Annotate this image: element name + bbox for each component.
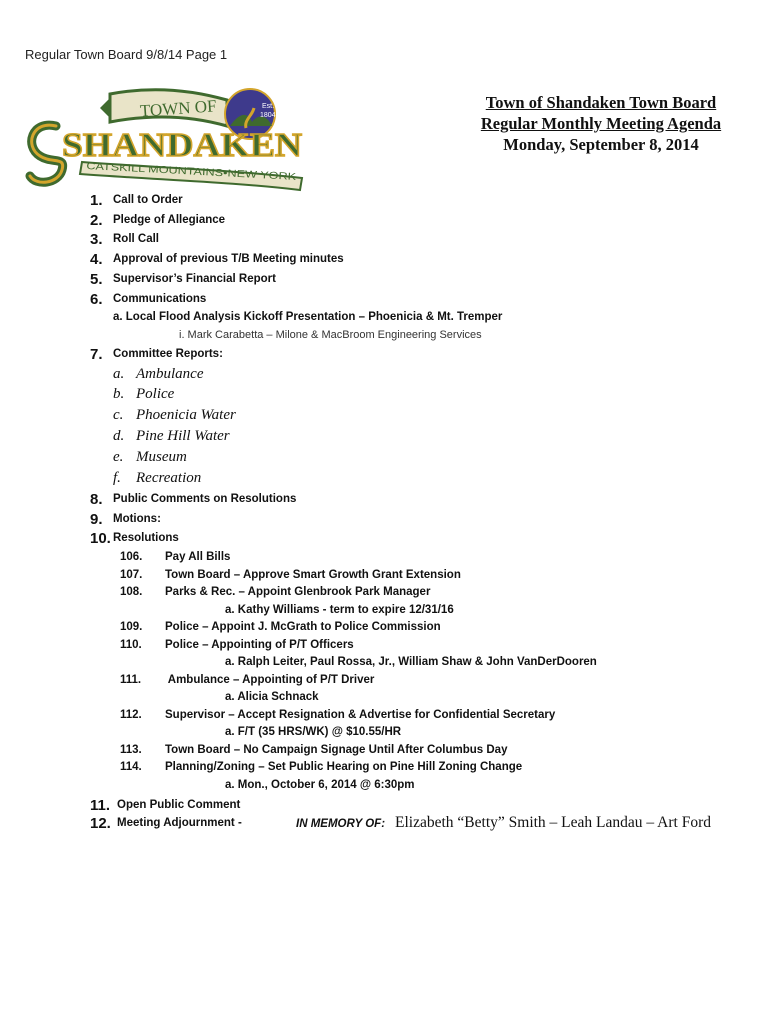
logo-banner-text: TOWN OF: [139, 96, 218, 121]
resolution-text: Planning/Zoning – Set Public Hearing on Pine Hill Zoning Change: [165, 761, 523, 773]
committee-letter: d.: [113, 428, 125, 444]
resolution-number: 106.: [120, 551, 143, 563]
resolution-text: Town Board – No Campaign Signage Until After Columbus Day: [165, 744, 508, 756]
resolution-number: 113.: [120, 744, 142, 756]
logo-name: SHANDAKEN: [62, 127, 303, 164]
committee-name: Police: [136, 386, 175, 402]
committee-name: Phoenicia Water: [136, 407, 236, 423]
item-label: Committee Reports:: [113, 348, 223, 360]
item-label: Pledge of Allegiance: [113, 214, 226, 226]
title-line-1: Town of Shandaken Town Board: [485, 93, 717, 112]
item-number: 6.: [90, 291, 103, 308]
resolution-item: [120, 761, 522, 773]
resolution-number: 111.: [120, 674, 142, 686]
item-label: Roll Call: [113, 233, 160, 245]
item-label: Motions:: [113, 513, 161, 525]
running-header: Regular Town Board 9/8/14 Page 1: [25, 47, 228, 62]
resolution-item: [120, 586, 430, 598]
town-logo: [22, 86, 314, 196]
committee-item: [113, 366, 203, 383]
title-line-2: Regular Monthly Meeting Agenda: [480, 114, 722, 133]
item-label: Approval of previous T/B Meeting minutes: [113, 253, 344, 265]
resolution-text: Ambulance – Appointing of P/T Driver: [165, 674, 375, 686]
resolution-number: 109.: [120, 621, 143, 633]
item-label: Open Public Comment: [117, 799, 241, 811]
item-label: Communications: [113, 293, 207, 305]
committee-letter: e.: [113, 449, 124, 465]
resolution-item: [120, 551, 230, 563]
committee-item: [113, 386, 174, 403]
item-number: 3.: [90, 231, 103, 248]
resolution-number: 112.: [120, 709, 142, 721]
resolution-text: Police – Appoint J. McGrath to Police Commission: [165, 621, 441, 633]
committee-name: Ambulance: [136, 366, 204, 382]
committee-name: Pine Hill Water: [136, 428, 230, 444]
resolution-number: 114.: [120, 761, 142, 773]
resolution-text: Parks & Rec. – Appoint Glenbrook Park Manager: [165, 586, 431, 598]
resolution-text: Supervisor – Accept Resignation & Advertise for Confidential Secretary: [165, 709, 556, 721]
resolution-item: [120, 674, 374, 686]
resolution-number: 107.: [120, 569, 143, 581]
item-number: 11.: [90, 797, 111, 814]
memorial-note: [296, 814, 711, 832]
item-number: 8.: [90, 491, 103, 508]
resolution-subitem: a. Mon., October 6, 2014 @ 6:30pm: [225, 779, 415, 791]
committee-letter: f.: [113, 470, 121, 486]
memorial-label: IN MEMORY OF:: [296, 818, 386, 830]
committee-item: [113, 449, 187, 466]
committee-letter: b.: [113, 386, 125, 402]
agenda-title: [420, 92, 770, 155]
logo-year: 1804: [260, 112, 276, 119]
title-line-3: Monday, September 8, 2014: [503, 135, 699, 154]
item-number: 5.: [90, 271, 103, 288]
item-label: Meeting Adjournment -: [117, 817, 242, 829]
communication-subitem: a. Local Flood Analysis Kickoff Presentation – Phoenicia & Mt. Tremper: [113, 311, 503, 323]
resolution-item: [120, 744, 507, 756]
committee-item: [113, 407, 236, 424]
resolution-subitem: a. Kathy Williams - term to expire 12/31/16: [225, 604, 454, 616]
committee-name: Museum: [136, 449, 187, 465]
item-number: 10.: [90, 530, 111, 547]
item-label: Public Comments on Resolutions: [113, 493, 297, 505]
item-label: Call to Order: [113, 194, 183, 206]
resolution-subitem: a. F/T (35 HRS/WK) @ $10.55/HR: [225, 726, 402, 738]
committee-letter: a.: [113, 366, 125, 382]
item-number: 7.: [90, 346, 103, 363]
logo-tagline: CATSKILL MOUNTAINS•NEW YORK: [86, 160, 253, 181]
committee-item: [113, 470, 201, 487]
resolution-item: [120, 621, 441, 633]
item-label: Resolutions: [113, 532, 179, 544]
memorial-names: Elizabeth “Betty” Smith – Leah Landau – Art Ford: [395, 814, 711, 831]
resolution-text: Town Board – Approve Smart Growth Grant Extension: [165, 569, 461, 581]
committee-name: Recreation: [136, 470, 202, 486]
resolution-item: [120, 639, 354, 651]
resolution-number: 110.: [120, 639, 142, 651]
resolution-text: Police – Appointing of P/T Officers: [165, 639, 354, 651]
resolution-subitem: a. Alicia Schnack: [225, 691, 319, 703]
item-number: 12.: [90, 815, 111, 832]
item-number: 2.: [90, 212, 103, 229]
item-number: 4.: [90, 251, 103, 268]
item-number: 1.: [90, 192, 103, 209]
item-label: Supervisor’s Financial Report: [113, 273, 276, 285]
committee-item: [113, 428, 230, 445]
resolution-text: Pay All Bills: [165, 551, 231, 563]
logo-est: Est.: [262, 103, 275, 110]
item-number: 9.: [90, 511, 103, 528]
resolution-item: [120, 709, 555, 721]
committee-letter: c.: [113, 407, 124, 423]
resolution-item: [120, 569, 461, 581]
resolution-number: 108.: [120, 586, 143, 598]
resolution-subitem: a. Ralph Leiter, Paul Rossa, Jr., William Shaw & John VanDerDooren: [225, 656, 597, 668]
communication-presenter: i. Mark Carabetta – Milone & MacBroom Engineering Services: [179, 329, 482, 341]
